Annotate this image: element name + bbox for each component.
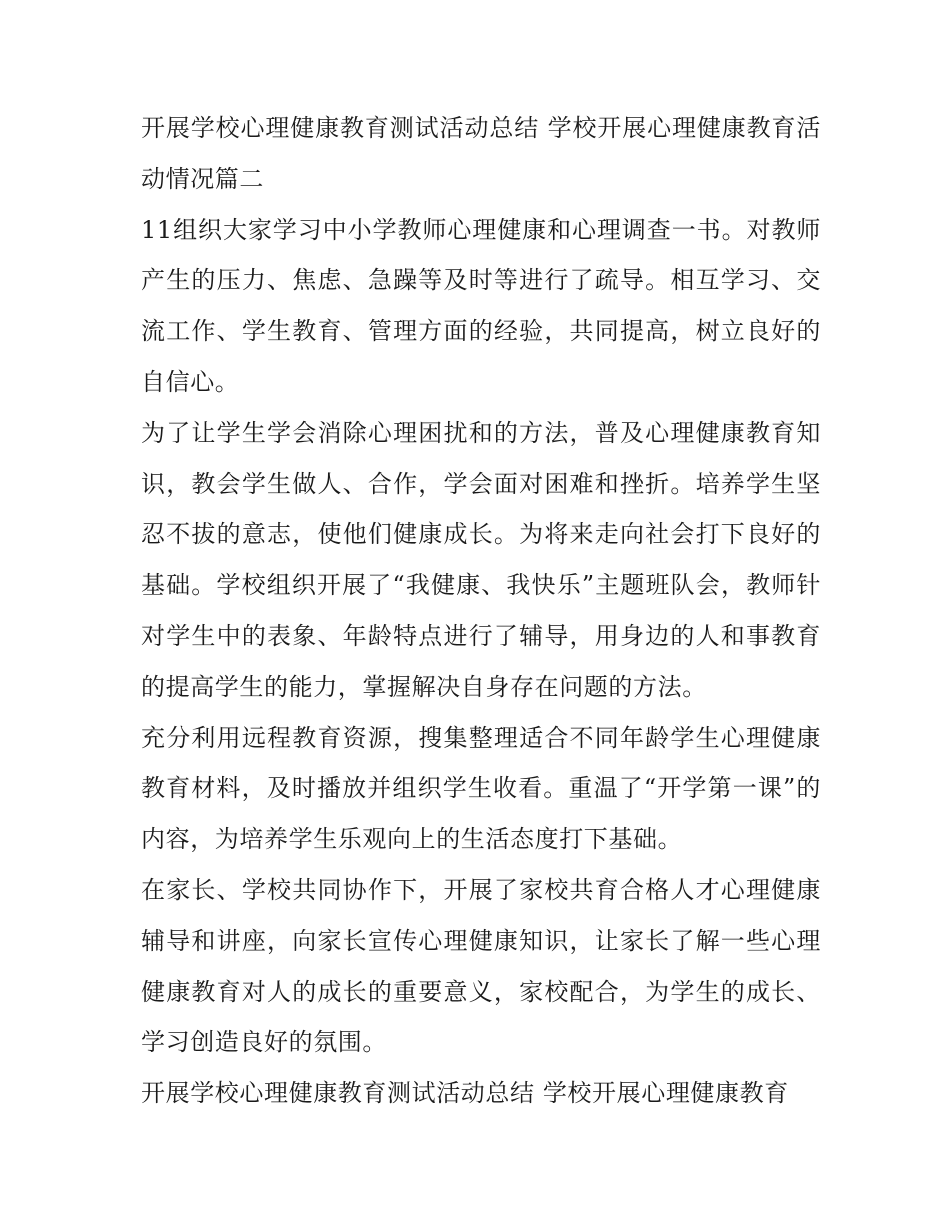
paragraph-home-school: 在家长、学校共同协作下，开展了家校共育合格人才心理健康辅导和讲座，向家长宣传心理健康知识，让家长了解一些心理健康教育对人的成长的重要意义，家校配合，为学生的成长、学习创造良好的氛围。 <box>141 875 821 1057</box>
paragraph-repeated-heading: 开展学校心理健康教育测试活动总结 学校开展心理健康教育 <box>141 1079 789 1108</box>
paragraph-remote-education: 充分利用远程教育资源，搜集整理适合不同年龄学生心理健康教育材料，及时播放并组织学生收看。重温了“开学第一课”的内容，为培养学生乐观向上的生活态度打下基础。 <box>141 723 821 854</box>
paragraph-student-guidance: 为了让学生学会消除心理困扰和的方法，普及心理健康教育知识，教会学生做人、合作，学会面对困难和挫折。培养学生坚忍不拔的意志，使他们健康成长。为将来走向社会打下良好的基础。学校组织开展了“我健康、我快乐”主题班队会，教师针对学生中的表象、年龄特点进行了辅导，用身边的人和事教育的提高学生的能力，掌握解决自身存在问题的方法。 <box>141 418 821 701</box>
document-body <box>141 103 821 1119</box>
document-heading: 开展学校心理健康教育测试活动总结 学校开展心理健康教育活动情况篇二 <box>141 114 821 193</box>
paragraph-teacher-study: 11组织大家学习中小学教师心理健康和心理调查一书。对教师产生的压力、焦虑、急躁等及时等进行了疏导。相互学习、交流工作、学生教育、管理方面的经验，共同提高，树立良好的自信心。 <box>141 215 821 396</box>
